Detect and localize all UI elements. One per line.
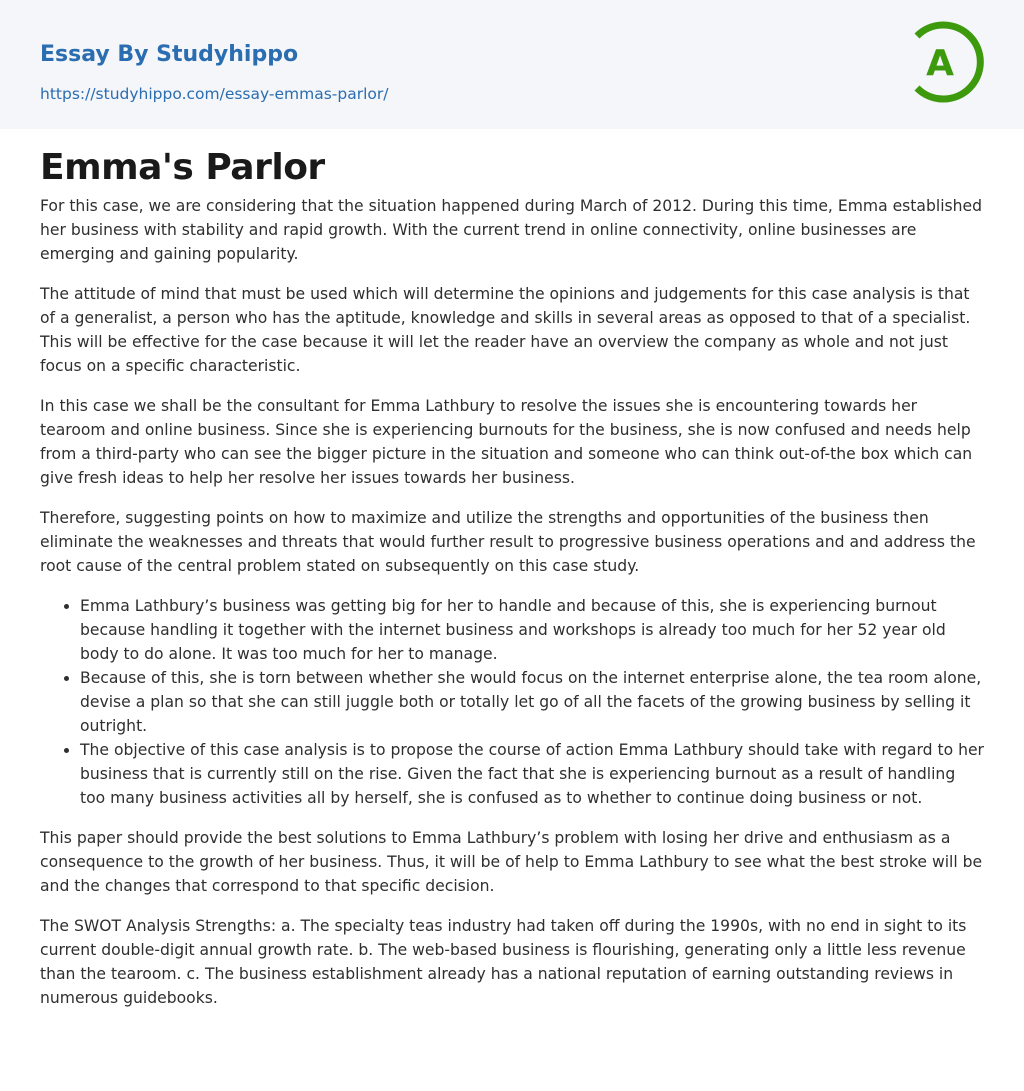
paragraph: This paper should provide the best solutions to Emma Lathbury’s problem with losing her drive and enthusiasm as a consequence to the growth of her business. Thus, it will be of help to Emma Lathbury to see what the best stroke will be and the changes that correspond to that specific decision. (40, 829, 983, 895)
svg-text:A: A (926, 43, 954, 84)
studyhippo-logo-icon[interactable] (900, 18, 988, 106)
page-title: Emma's Parlor (40, 147, 325, 188)
essay-url-link[interactable]: https://studyhippo.com/essay-emmas-parlor/ (40, 85, 389, 103)
paragraph: For this case, we are considering that the situation happened during March of 2012. During this time, Emma established her business with stability and rapid growth. With the current trend in online connectivity, online businesses are emerging and gaining popularity. (40, 197, 983, 263)
paragraph: The SWOT Analysis Strengths: a. The specialty teas industry had taken off during the 1990s, with no end in sight to its current double-digit annual growth rate. b. The web-based business is flourishing, generating only a little less revenue than the tearoom. c. The business establishment already has a national reputation of earning outstanding reviews in numerous guidebooks. (40, 917, 967, 1007)
brand-title[interactable]: Essay By Studyhippo (40, 42, 299, 67)
site-header (0, 0, 1024, 129)
list-item: • The objective of this case analysis is to propose the course of action Emma Lathbury should take with regard to her business that is currently still on the rise. Given the fact that she is experiencing burnout as a result of handling too many business activities all by herself, she is confused as to whether to continue doing business or not. (80, 738, 984, 810)
paragraph: Therefore, suggesting points on how to maximize and utilize the strengths and opportunities of the business then eliminate the weaknesses and threats that would further result to progressive business operations and and address the root cause of the central problem stated on subsequently on this case study. (40, 509, 976, 575)
paragraph: In this case we shall be the consultant for Emma Lathbury to resolve the issues she is encountering towards her tearoom and online business. Since she is experiencing burnouts for the business, she is now confused and needs help from a third-party who can see the bigger picture in the situation and someone who can think out-of-the box which can give fresh ideas to help her resolve her issues towards her business. (40, 397, 973, 487)
article (0, 147, 1024, 1010)
bullet-list (40, 594, 984, 810)
list-item: • Emma Lathbury’s business was getting big for her to handle and because of this, she is experiencing burnout because handling it together with the internet business and workshops is already too much for her 52 year old body to do alone. It was too much for her to manage. (80, 594, 984, 666)
list-item: • Because of this, she is torn between whether she would focus on the internet enterprise alone, the tea room alone, devise a plan so that she can still juggle both or totally let go of all the facets of the growing business by selling it outright. (80, 666, 984, 738)
paragraph: The attitude of mind that must be used which will determine the opinions and judgements for this case analysis is that of a generalist, a person who has the aptitude, knowledge and skills in several areas as opposed to that of a specialist. This will be effective for the case because it will let the reader have an overview the company as whole and not just focus on a specific characteristic. (40, 285, 971, 375)
